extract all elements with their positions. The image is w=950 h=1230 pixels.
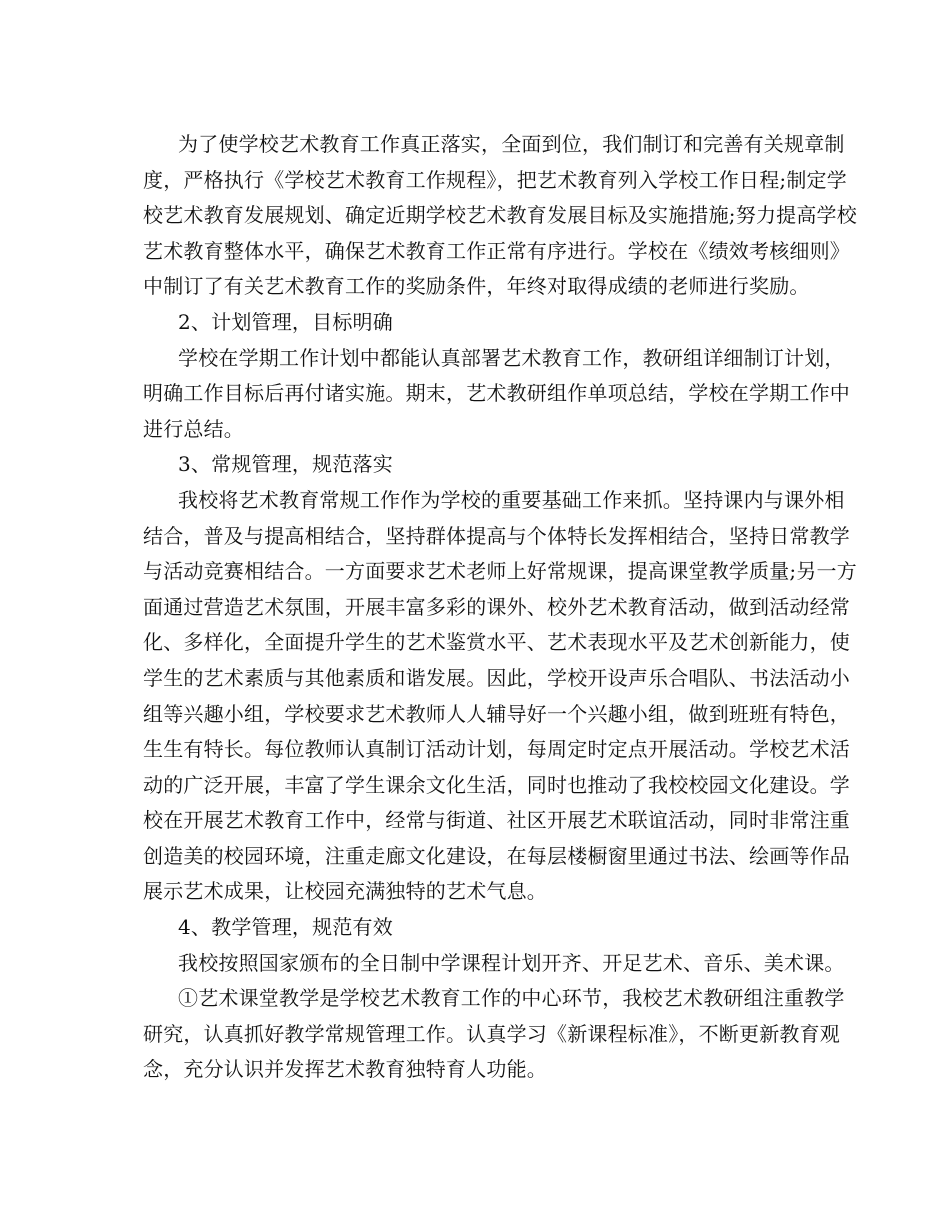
- section-heading: 3、常规管理，规范落实: [178, 452, 393, 477]
- paragraph-line: 为了使学校艺术教育工作真正落实，全面到位，我们制订和完善有关规章制: [178, 132, 845, 156]
- paragraph-line: 展示艺术成果，让校园充满独特的艺术气息。: [143, 879, 547, 904]
- paragraph-line: 校艺术教育发展规划、确定近期学校艺术教育发展目标及实施措施;努力提高学校: [143, 203, 857, 228]
- paragraph-line: 念，充分认识并发挥艺术教育独特育人功能。: [143, 1057, 547, 1082]
- paragraph-line: 结合，普及与提高相结合，坚持群体提高与个体特长发挥相结合，坚持日常教学: [143, 523, 850, 548]
- document-body: [143, 127, 857, 1088]
- section-heading: 4、教学管理，规范有效: [178, 915, 393, 940]
- paragraph-line: 艺术教育整体水平，确保艺术教育工作正常有序进行。学校在《绩效考核细则》: [143, 238, 850, 263]
- section-heading: 2、计划管理，目标明确: [178, 309, 393, 334]
- paragraph-line: 学生的艺术素质与其他素质和谐发展。因此，学校开设声乐合唱队、书法活动小: [143, 665, 850, 690]
- paragraph-line: 创造美的校园环境，注重走廊文化建设，在每层楼橱窗里通过书法、绘画等作品: [143, 843, 850, 868]
- paragraph-line: 校在开展艺术教育工作中，经常与街道、社区开展艺术联谊活动，同时非常注重: [143, 808, 850, 833]
- paragraph-line: ①艺术课堂教学是学校艺术教育工作的中心环节，我校艺术教研组注重教学: [178, 986, 845, 1011]
- paragraph-line: 面通过营造艺术氛围，开展丰富多彩的课外、校外艺术教育活动，做到活动经常: [143, 594, 850, 619]
- paragraph-line: 我校将艺术教育常规工作作为学校的重要基础工作来抓。坚持课内与课外相: [178, 487, 845, 512]
- paragraph-line: 化、多样化，全面提升学生的艺术鉴赏水平、艺术表现水平及艺术创新能力，使: [143, 630, 850, 655]
- paragraph-line: 学校在学期工作计划中都能认真部署艺术教育工作，教研组详细制订计划，: [178, 345, 845, 370]
- paragraph-line: 中制订了有关艺术教育工作的奖励条件，年终对取得成绩的老师进行奖励。: [143, 274, 810, 299]
- paragraph-line: 明确工作目标后再付诸实施。期末，艺术教研组作单项总结，学校在学期工作中: [143, 381, 850, 406]
- paragraph-line: 与活动竞赛相结合。一方面要求艺术老师上好常规课，提高课堂教学质量;另一方: [143, 559, 857, 584]
- paragraph-line: 度，严格执行《学校艺术教育工作规程》，把艺术教育列入学校工作日程;制定学: [143, 167, 847, 192]
- paragraph-line: 我校按照国家颁布的全日制中学课程计划开齐、开足艺术、音乐、美术课。: [178, 950, 845, 975]
- paragraph-line: 研究，认真抓好教学常规管理工作。认真学习《新课程标准》，不断更新教育观: [143, 1021, 840, 1046]
- paragraph-line: 动的广泛开展，丰富了学生课余文化生活，同时也推动了我校校园文化建设。学: [143, 772, 850, 797]
- paragraph-line: 组等兴趣小组，学校要求艺术教师人人辅导好一个兴趣小组，做到班班有特色，: [143, 701, 850, 726]
- paragraph-line: 进行总结。: [143, 416, 244, 441]
- paragraph-line: 生生有特长。每位教师认真制订活动计划，每周定时定点开展活动。学校艺术活: [143, 737, 850, 762]
